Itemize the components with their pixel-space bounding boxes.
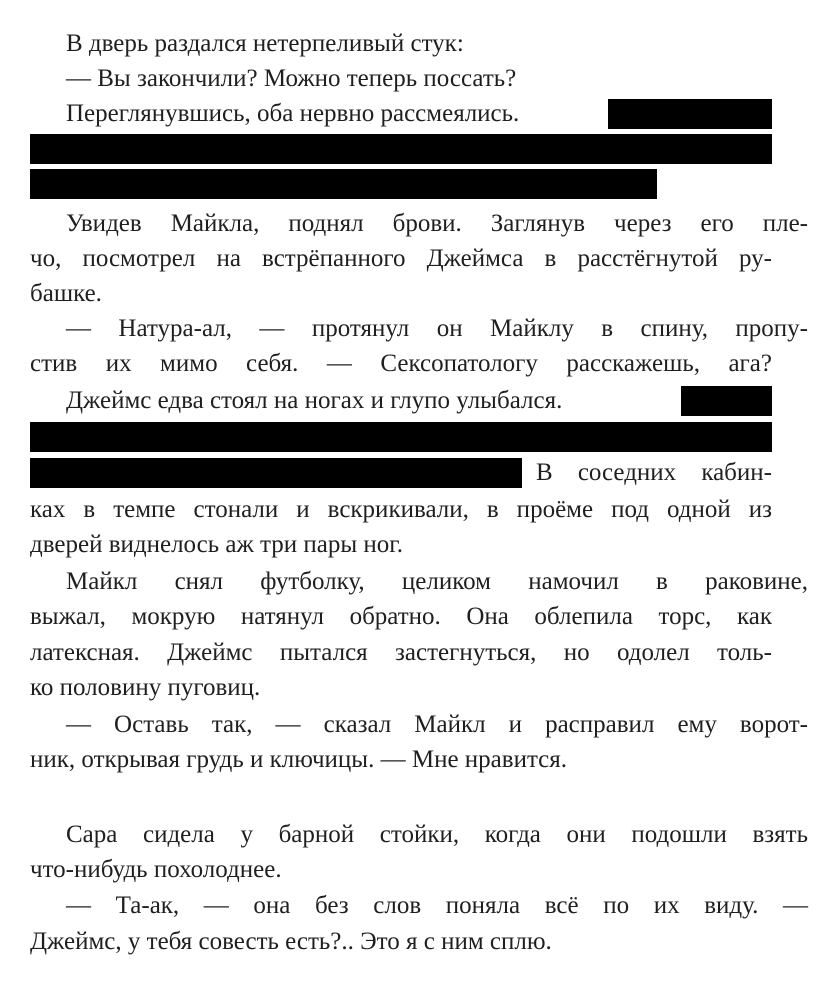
text-line: — Натура-ал, — протянул он Майклу в спину, пропу- — [66, 315, 808, 342]
redaction-bar — [30, 458, 522, 488]
text-line: ках в темпе стонали и вскрикивали, в проёме под одной из — [30, 496, 772, 523]
text-line: Джеймс, у тебя совесть есть?.. Это я с ним сплю. — [30, 928, 552, 955]
text-line: чо, посмотрел на встрёпанного Джеймса в расстёгнутой ру- — [30, 245, 772, 272]
text-line: Переглянувшись, оба нервно рассмеялись. — [66, 100, 520, 127]
redaction-bar — [30, 169, 657, 199]
text-line: В дверь раздался нетерпеливый стук: — [66, 30, 464, 57]
text-line: — Вы закончили? Можно теперь поссать? — [66, 65, 517, 92]
text-line: стив их мимо себя. — Сексопатологу расскажешь, ага? — [30, 350, 772, 377]
text-line: Майкл снял футболку, целиком намочил в раковине, — [66, 568, 808, 595]
redaction-bar — [30, 134, 772, 164]
text-line: ник, открывая грудь и ключицы. — Мне нравится. — [30, 746, 568, 773]
text-line: В соседних кабин- — [536, 459, 772, 486]
text-line: что-нибудь похолоднее. — [30, 856, 282, 883]
redaction-bar — [30, 422, 772, 452]
text-line: — Та-ак, — она без слов поняла всё по их виду. — — [66, 892, 808, 919]
text-line: Сара сидела у барной стойки, когда они подошли взять — [66, 821, 808, 848]
text-line: ко половину пуговиц. — [30, 674, 261, 701]
text-line: Джеймс едва стоял на ногах и глупо улыбался. — [66, 387, 563, 414]
redaction-bar — [608, 99, 772, 129]
text-line: — Оставь так, — сказал Майкл и расправил ему ворот- — [66, 711, 808, 738]
text-line: Увидев Майкла, поднял брови. Заглянув через его пле- — [66, 210, 808, 237]
text-line: выжал, мокрую натянул обратно. Она облепила торс, как — [30, 603, 772, 630]
redaction-bar — [681, 386, 772, 416]
text-line: дверей виднелось аж три пары ног. — [30, 531, 403, 558]
text-line: башке. — [30, 280, 102, 307]
text-line: латексная. Джеймс пытался застегнуться, но одолел толь- — [30, 639, 772, 666]
